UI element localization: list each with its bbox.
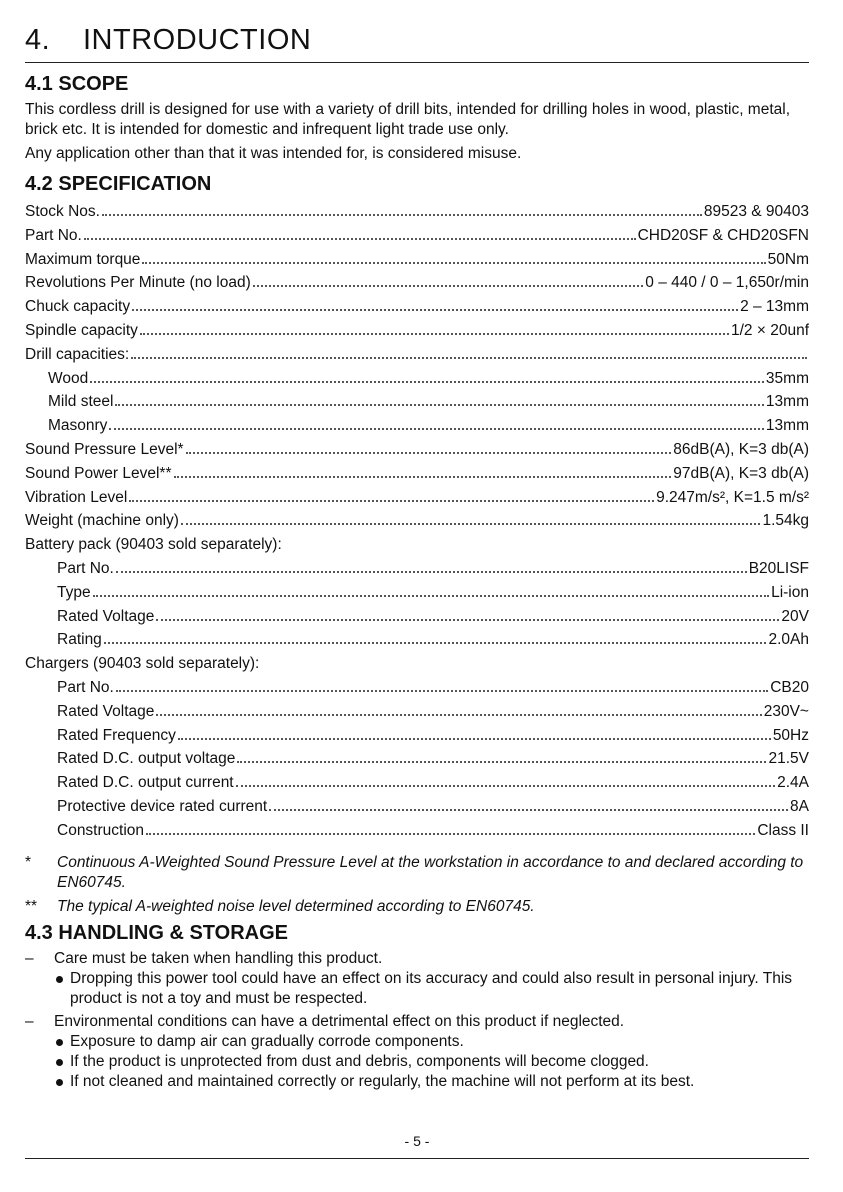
footnote-mark: * <box>25 853 32 871</box>
leader-dots <box>140 320 729 335</box>
spec-label: Wood <box>48 369 89 387</box>
footer-divider <box>25 1158 809 1159</box>
bullet-icon <box>54 1032 70 1052</box>
bullet-item <box>54 969 809 1009</box>
handling-item-text: Environmental conditions can have a detrimental effect on this product if neglected. <box>54 1012 625 1030</box>
spec-label: Chuck capacity <box>25 298 131 316</box>
spec-value: Li-ion <box>771 583 809 601</box>
spec-value: 13mm <box>765 393 809 411</box>
spec-label: Masonry <box>48 417 108 435</box>
spec-label: Type <box>57 583 91 601</box>
bullet-icon <box>54 1072 70 1092</box>
spec-value: 13mm <box>765 417 809 435</box>
spec-value: B20LISF <box>748 559 809 577</box>
document-page <box>25 0 809 1095</box>
spec-label: Chargers (90403 sold separately): <box>25 655 260 673</box>
spec-row <box>25 343 809 367</box>
bullet-text: If not cleaned and maintained correctly or regularly, the machine will not perform at its best. <box>70 1072 695 1090</box>
spec-label: Mild steel <box>48 393 114 411</box>
spec-row <box>25 486 809 510</box>
spec-label: Construction <box>57 821 145 839</box>
scope-heading: 4.1 SCOPE <box>25 73 129 95</box>
spec-value: 9.247m/s², K=1.5 m/s² <box>656 488 809 506</box>
spec-label: Revolutions Per Minute (no load) <box>25 274 251 292</box>
leader-dots <box>174 463 672 478</box>
spec-row <box>25 509 809 533</box>
handling-item <box>25 949 809 969</box>
spec-label: Rated Voltage <box>57 702 155 720</box>
footnote-text: Continuous A-Weighted Sound Pressure Level at the workstation in accordance to and declared according to EN60745. <box>57 853 804 891</box>
spec-label: Rating <box>57 631 102 649</box>
spec-row <box>25 462 809 486</box>
leader-dots <box>146 820 755 835</box>
leader-dots <box>90 367 764 382</box>
spec-row <box>25 605 809 629</box>
leader-dots <box>109 415 763 430</box>
leader-dots <box>115 391 763 406</box>
spec-row <box>25 367 809 391</box>
spec-value: 2.0Ah <box>768 631 809 649</box>
bullet-item <box>54 1072 809 1092</box>
spec-row <box>25 628 809 652</box>
spec-row <box>25 724 809 748</box>
spec-label: Stock Nos. <box>25 203 100 220</box>
footnote <box>25 853 809 893</box>
leader-dots <box>236 772 775 787</box>
spec-row <box>25 676 809 700</box>
scope-paragraph: Any application other than that it was intended for, is considered misuse. <box>25 145 522 162</box>
bullet-text: Dropping this power tool could have an effect on its accuracy and could also result in personal injury. This product is not a toy and must be respected. <box>70 969 793 1007</box>
bullet-text: If the product is unprotected from dust and debris, components will become clogged. <box>70 1052 649 1070</box>
spec-value: 2 – 13mm <box>740 298 809 316</box>
spec-value: 1/2 × 20unf <box>731 321 809 339</box>
spec-row <box>25 319 809 343</box>
spec-row <box>25 200 809 224</box>
leader-dots <box>84 225 636 240</box>
spec-label: Drill capacities: <box>25 345 130 363</box>
spec-value: 50Nm <box>767 250 809 268</box>
spec-row <box>25 224 809 248</box>
spec-label: Weight (machine only) <box>25 512 179 530</box>
spec-value: 35mm <box>765 369 809 387</box>
chapter-number: 4. <box>25 23 51 56</box>
dash-marker: – <box>25 949 34 967</box>
spec-value: 0 – 440 / 0 – 1,650r/min <box>645 274 809 292</box>
spec-value: 8A <box>790 797 809 815</box>
spec-row <box>25 295 809 319</box>
spec-row <box>25 700 809 724</box>
spec-label: Sound Power Level** <box>25 464 172 482</box>
leader-dots <box>237 748 766 763</box>
spec-value: 21.5V <box>768 750 809 768</box>
leader-dots <box>253 272 644 287</box>
spec-label: Sound Pressure Level* <box>25 440 184 458</box>
leader-dots <box>186 439 672 454</box>
leader-dots <box>132 296 738 311</box>
leader-dots <box>116 677 768 692</box>
specification-list <box>25 200 809 843</box>
spec-value: 97dB(A), K=3 db(A) <box>673 464 809 482</box>
spec-value: 230V~ <box>763 702 809 720</box>
leader-dots <box>102 201 702 216</box>
spec-row <box>25 581 809 605</box>
spec-label: Rated Voltage <box>57 607 155 625</box>
spec-label: Spindle capacity <box>25 321 138 339</box>
spec-label: Rated D.C. output current <box>57 774 234 792</box>
spec-value: Class II <box>757 821 809 839</box>
handling-heading: 4.3 HANDLING & STORAGE <box>25 921 288 944</box>
bullet-icon <box>54 969 70 1009</box>
spec-label: Rated D.C. output voltage <box>57 750 236 768</box>
specification-heading: 4.2 SPECIFICATION <box>25 173 212 195</box>
leader-dots <box>156 701 761 716</box>
spec-row <box>25 819 809 843</box>
scope-paragraph: This cordless drill is designed for use with a variety of drill bits, intended for drilling holes in wood, plastic, metal, brick etc. It is intended for domestic and infrequent light trade use only. <box>25 101 791 138</box>
spec-value: 20V <box>781 607 809 625</box>
spec-row <box>25 271 809 295</box>
leader-dots <box>93 582 769 597</box>
spec-value: CHD20SF & CHD20SFN <box>637 226 809 244</box>
leader-dots <box>156 605 779 620</box>
spec-label: Protective device rated current <box>57 797 268 815</box>
spec-value: CB20 <box>770 678 809 696</box>
spec-value: 89523 & 90403 <box>703 203 809 220</box>
spec-label: Maximum torque <box>25 250 141 268</box>
spec-row <box>25 771 809 795</box>
spec-label: Vibration Level <box>25 488 128 506</box>
chapter-heading <box>25 22 809 63</box>
spec-label: Rated Frequency <box>57 726 176 744</box>
page-number: - 5 - <box>404 1133 430 1149</box>
leader-dots <box>269 796 788 811</box>
spec-row <box>25 747 809 771</box>
handling-list <box>25 949 809 1092</box>
dash-marker: – <box>25 1012 34 1030</box>
spec-row <box>25 795 809 819</box>
leader-dots <box>178 724 771 739</box>
leader-dots <box>116 558 747 573</box>
handling-item <box>25 1012 809 1032</box>
chapter-title: INTRODUCTION <box>83 23 312 56</box>
spec-value: 1.54kg <box>762 512 809 530</box>
footnote-text: The typical A-weighted noise level determined according to EN60745. <box>57 897 535 915</box>
spec-row <box>25 438 809 462</box>
spec-row <box>25 248 809 272</box>
spec-row <box>25 557 809 581</box>
leader-dots <box>104 629 767 644</box>
spec-label: Part No. <box>25 226 82 244</box>
spec-label: Part No. <box>57 678 114 696</box>
leader-dots <box>131 344 807 359</box>
leader-dots <box>181 510 761 525</box>
spec-value: 50Hz <box>772 726 809 744</box>
spec-label: Part No. <box>57 559 114 577</box>
bullet-text: Exposure to damp air can gradually corrode components. <box>70 1032 464 1050</box>
bullet-icon <box>54 1052 70 1072</box>
footnotes <box>25 853 809 917</box>
handling-item-text: Care must be taken when handling this product. <box>54 949 383 967</box>
leader-dots <box>129 486 654 501</box>
bullet-item <box>54 1052 809 1072</box>
bullet-list <box>54 1032 809 1092</box>
footnote <box>25 897 809 917</box>
bullet-item <box>54 1032 809 1052</box>
spec-value: 2.4A <box>777 774 809 792</box>
bullet-list <box>54 969 809 1009</box>
spec-row <box>25 414 809 438</box>
spec-row <box>25 390 809 414</box>
footnote-mark: ** <box>25 897 38 915</box>
leader-dots <box>142 248 765 263</box>
spec-label: Battery pack (90403 sold separately): <box>25 536 282 554</box>
spec-value: 86dB(A), K=3 db(A) <box>673 440 809 458</box>
spec-group-heading <box>25 652 809 676</box>
spec-group-heading <box>25 533 809 557</box>
